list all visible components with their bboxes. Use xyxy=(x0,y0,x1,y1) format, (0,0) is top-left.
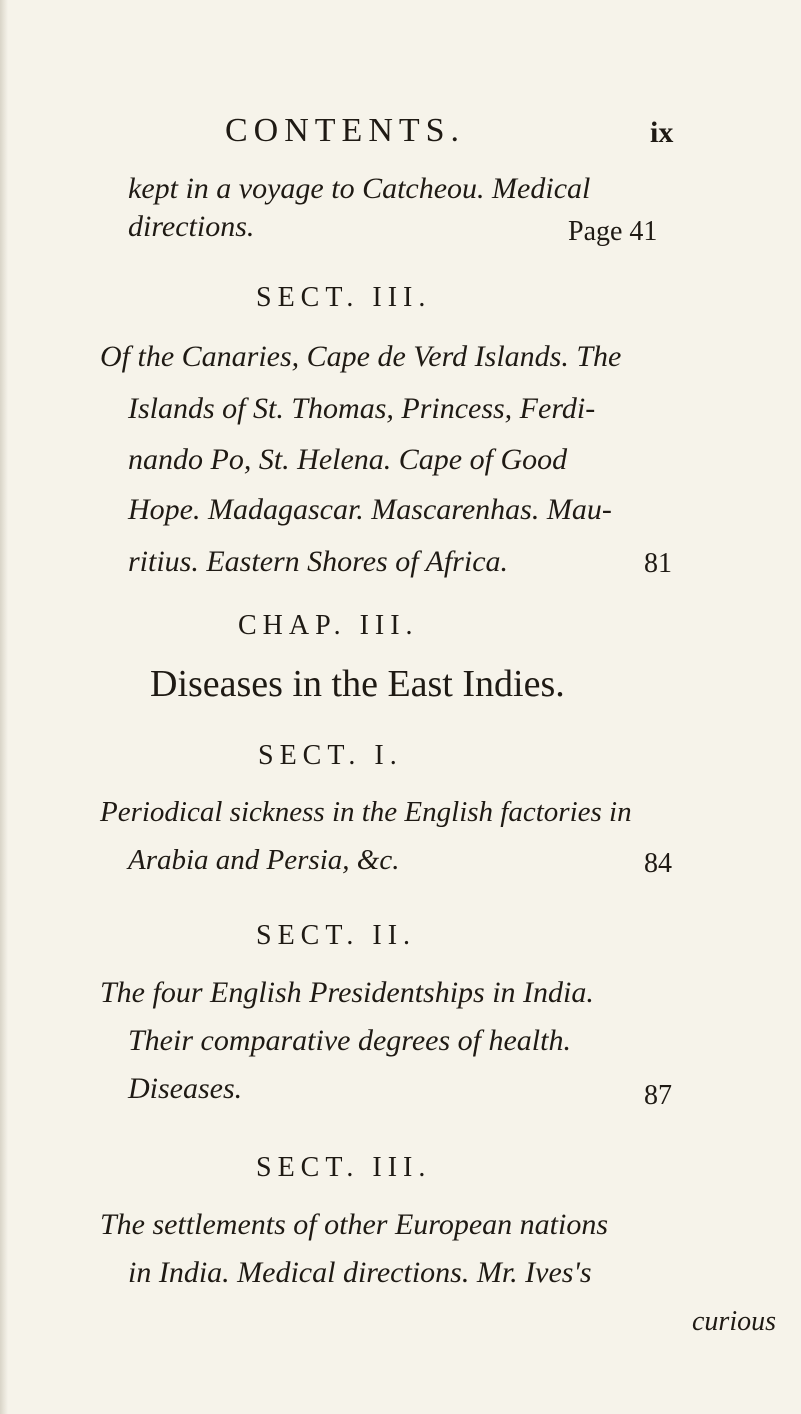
sect-1-line: Periodical sickness in the English factories in xyxy=(100,796,632,828)
sect-1-line: Arabia and Persia, &c. xyxy=(128,844,400,876)
sect-3-line: Islands of St. Thomas, Princess, Ferdi- xyxy=(128,392,596,425)
sect-3-line: ritius. Eastern Shores of Africa. xyxy=(128,545,509,578)
continuation-line-1: kept in a voyage to Catcheou. Medical xyxy=(128,172,591,205)
sect-2-line: Their comparative degrees of health. xyxy=(128,1024,571,1057)
sect-3-line: nando Po, St. Helena. Cape of Good xyxy=(128,443,568,476)
running-head-title: CONTENTS. xyxy=(225,112,466,149)
sect-3-line: Of the Canaries, Cape de Verd Islands. The xyxy=(100,340,622,373)
continuation-line-2: directions. xyxy=(128,210,255,243)
sect-3-line: Hope. Madagascar. Mascarenhas. Mau- xyxy=(128,493,612,526)
sect-2-heading: SECT. II. xyxy=(256,920,417,951)
sect-3b-line: The settlements of other European nations xyxy=(100,1208,609,1241)
page-number: ix xyxy=(650,116,674,149)
chapter-title: Diseases in the East Indies. xyxy=(150,663,565,705)
sect-1-heading: SECT. I. xyxy=(258,740,403,771)
sect-2-line: The four English Presidentships in India. xyxy=(100,976,594,1009)
chapter-heading: CHAP. III. xyxy=(238,610,419,641)
catchword: curious xyxy=(692,1306,776,1337)
sect-1-page-ref: 84 xyxy=(644,848,672,879)
sect-3-heading: SECT. III. xyxy=(256,282,432,313)
sect-3-page-ref: 81 xyxy=(644,548,672,579)
sect-3b-line: in India. Medical directions. Mr. Ives's xyxy=(128,1256,592,1289)
continuation-page-ref: Page 41 xyxy=(568,216,658,247)
sect-2-line: Diseases. xyxy=(128,1072,243,1105)
sect-3b-heading: SECT. III. xyxy=(256,1152,432,1183)
page-edge xyxy=(0,0,8,1414)
sect-2-page-ref: 87 xyxy=(644,1080,672,1111)
